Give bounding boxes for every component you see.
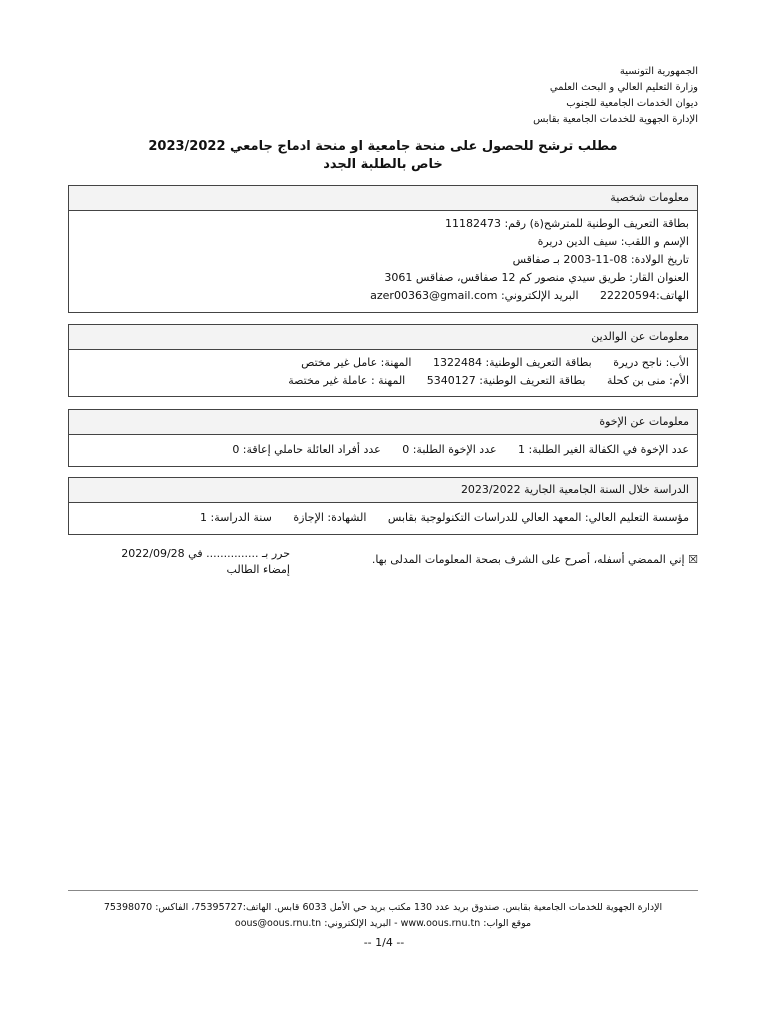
father-row <box>77 354 689 372</box>
address-line: العنوان القار: طريق سيدي منصور كم 12 صفاقس، صفاقس 3061 <box>384 271 689 284</box>
title-line-1: مطلب ترشح للحصول على منحة جامعية او منحة ادماج جامعي 2023/2022 <box>148 139 618 154</box>
email-value: البريد الإلكتروني: azer00363@gmail.com <box>370 289 579 302</box>
siblings-info-heading: معلومات عن الإخوة <box>69 410 697 435</box>
personal-info-section <box>68 185 698 313</box>
mother-job: المهنة : عاملة غير مختصة <box>288 374 406 387</box>
study-year: سنة الدراسة: 1 <box>200 511 272 524</box>
signature-block <box>90 546 290 578</box>
parents-info-heading: معلومات عن الوالدين <box>69 325 697 350</box>
footer-web: موقع الواب: www.oous.rnu.tn - البريد الإلكتروني: oous@oous.rnu.tn <box>234 918 532 929</box>
document-title <box>68 138 698 174</box>
footer <box>68 900 698 932</box>
full-name-line: الإسم و اللقب: سيف الدين دريرة <box>537 235 689 248</box>
personal-info-heading: معلومات شخصية <box>69 186 697 211</box>
mother-row <box>77 372 689 390</box>
signature-label: إمضاء الطالب <box>226 563 290 576</box>
parents-info-section <box>68 324 698 397</box>
honor-declaration <box>372 553 698 566</box>
study-degree: الشهادة: الإجازة <box>293 511 367 524</box>
birth-line: تاريخ الولادة: 08-11-2003 بـ صفاقس <box>512 253 689 266</box>
family-disabled-count: عدد أفراد العائلة حاملي إعاقة: 0 <box>232 443 381 456</box>
page-number: -- 1/4 -- <box>363 936 405 949</box>
father-job: المهنة: عامل غير مختص <box>301 356 412 369</box>
study-info-heading: الدراسة خلال السنة الجامعية الجارية 2023/2022 <box>69 478 697 503</box>
footer-divider <box>68 890 698 891</box>
declaration-text: إني الممضي أسفله، أصرح على الشرف بصحة المعلومات المدلى بها. <box>371 553 685 566</box>
siblings-info-section <box>68 409 698 467</box>
siblings-non-students: عدد الإخوة في الكفالة الغير الطلبة: 1 <box>518 443 689 456</box>
father-id: بطاقة التعريف الوطنية: 1322484 <box>432 356 592 369</box>
father-name: الأب: ناجح دريرة <box>613 356 689 369</box>
header-line-office: ديوان الخدمات الجامعية للجنوب <box>566 98 698 109</box>
phone-value: الهاتف:22220594 <box>600 289 689 302</box>
footer-address: الإدارة الجهوية للخدمات الجامعية بقابس. صندوق بريد عدد 130 مكتب بريد حي الأمل 6033 قابس. الهاتف:75395727، الفاكس: 75398070 <box>103 902 663 913</box>
id-number-line: بطاقة التعريف الوطنية للمترشح(ة) رقم: 11182473 <box>444 217 689 230</box>
study-info-section <box>68 477 698 535</box>
title-line-2: خاص بالطلبة الجدد <box>323 157 443 172</box>
siblings-students: عدد الإخوة الطلبة: 0 <box>402 443 497 456</box>
study-institution: مؤسسة التعليم العالي: المعهد العالي للدراسات التكنولوجية بقابس <box>387 511 689 524</box>
organization-header <box>298 64 698 128</box>
declaration-checkbox[interactable]: ☒ <box>688 553 698 566</box>
header-line-ministry: وزارة التعليم العالي و البحث العلمي <box>549 82 698 93</box>
header-line-country: الجمهورية التونسية <box>619 66 698 77</box>
header-line-regional-admin: الإدارة الجهوية للخدمات الجامعية بقابس <box>533 114 698 125</box>
mother-name: الأم: منى بن كحلة <box>606 374 689 387</box>
signature-place-date: حرر بـ ............... في 2022/09/28 <box>121 547 290 560</box>
mother-id: بطاقة التعريف الوطنية: 5340127 <box>426 374 586 387</box>
